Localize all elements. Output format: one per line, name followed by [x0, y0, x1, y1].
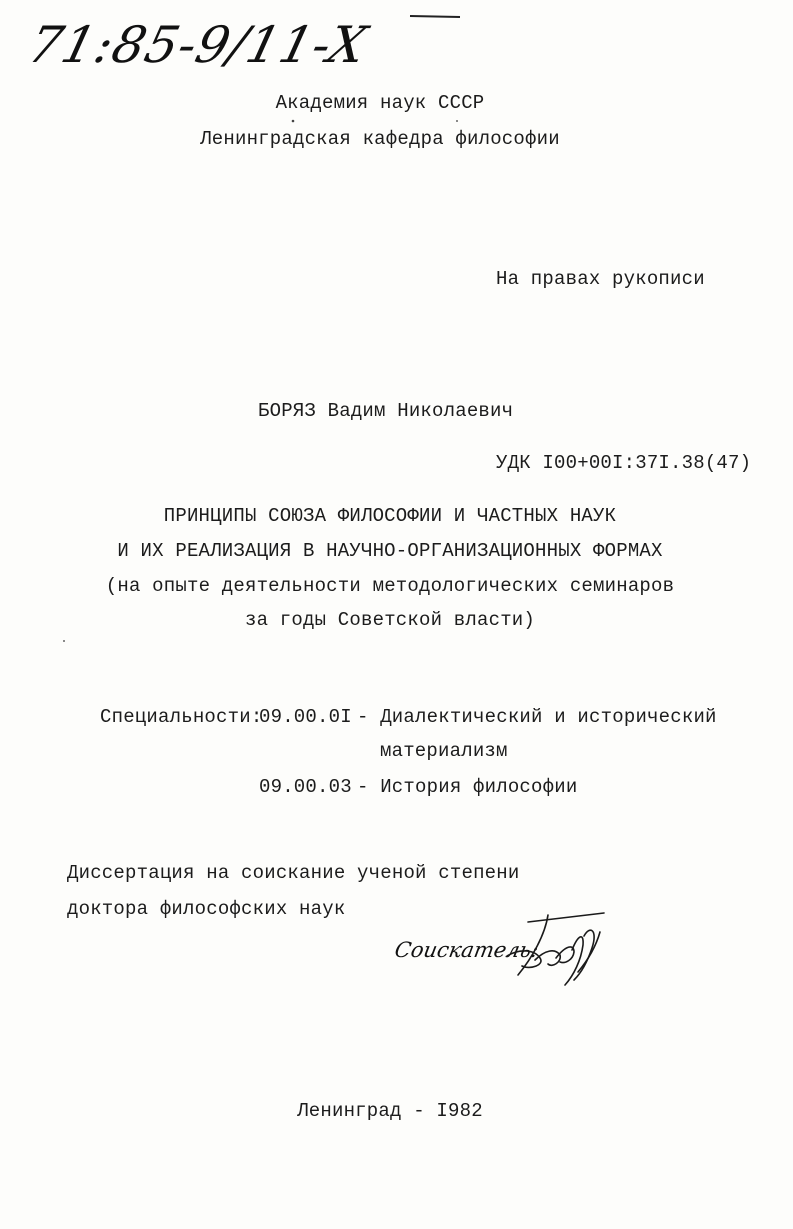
footer-city-year: Ленинград - I982 — [297, 1100, 483, 1122]
specialties-label: Специальности: — [100, 706, 263, 728]
author-name: БОРЯЗ Вадим Николаевич — [258, 400, 514, 422]
institution-line-1: Академия наук СССР — [275, 92, 485, 114]
specialty-1-name: - Диалектический и исторический — [357, 706, 717, 728]
title-line-2: И ИХ РЕАЛИЗАЦИЯ В НАУЧНО-ОРГАНИЗАЦИОННЫХ ФОРМАХ — [117, 540, 663, 562]
specialty-2-name: - История философии — [357, 776, 578, 798]
title-line-3: (на опыте деятельности методологических семинаров — [105, 575, 675, 597]
title-line-4: за годы Советской власти) — [244, 609, 536, 631]
title-line-1: ПРИНЦИПЫ СОЮЗА ФИЛОСОФИИ И ЧАСТНЫХ НАУК — [163, 505, 617, 527]
specialty-1-name-cont: материализм — [380, 740, 508, 762]
manuscript-note: На правах рукописи — [496, 268, 705, 290]
specialty-1-code: 09.00.0I — [259, 706, 352, 728]
archive-number: 71:85-9/11-X — [22, 16, 374, 74]
dissertation-line-1: Диссертация на соискание ученой степени — [67, 862, 520, 884]
dissertation-line-2: доктора философских наук — [67, 898, 346, 920]
specialty-2-code: 09.00.03 — [259, 776, 352, 798]
institution-line-2: Ленинградская кафедра философии — [200, 128, 560, 150]
signature-label: Соискатель: — [392, 938, 541, 962]
udc-code: УДК I00+00I:37I.38(47) — [496, 452, 752, 474]
